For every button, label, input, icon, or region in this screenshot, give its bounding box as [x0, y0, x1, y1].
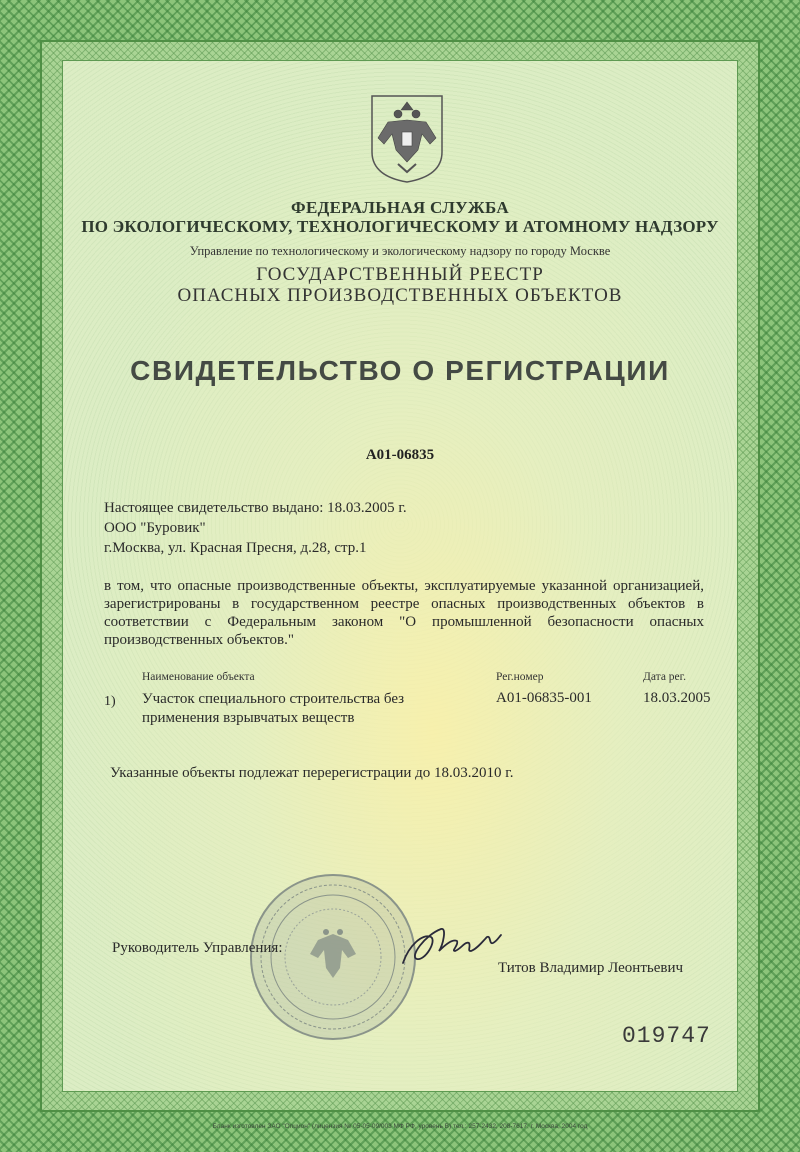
agency-name-line2: ПО ЭКОЛОГИЧЕСКОМУ, ТЕХНОЛОГИЧЕСКОМУ И АТОМНОМУ НАДЗОРУ: [81, 217, 719, 236]
table-header-reg-number: Рег.номер: [496, 671, 544, 683]
registry-line2: ОПАСНЫХ ПРОИЗВОДСТВЕННЫХ ОБЪЕКТОВ: [177, 285, 623, 306]
certificate-title: СВИДЕТЕЛЬСТВО О РЕГИСТРАЦИИ: [130, 355, 670, 386]
coat-of-arms-icon: [368, 92, 446, 184]
certificate-body-text: в том, что опасные производственные объекты, эксплуатируемые указанной организацией, зарегистрированы в государственном реестре опасных производственных объектов в соответствии с Федеральным законом "О промышленной безопасности опасных производственных объектов.": [104, 578, 704, 648]
issued-date-line: Настоящее свидетельство выдано: 18.03.2005 г.: [104, 500, 407, 516]
table-row-object-name: Участок специального строительства без применения взрывчатых веществ: [142, 691, 405, 726]
organization-name: ООО "Буровик": [104, 520, 206, 536]
table-row-number: 1): [104, 694, 116, 709]
head-name: Титов Владимир Леонтьевич: [498, 960, 684, 976]
serial-number: 019747: [622, 1023, 711, 1049]
certificate-number: А01-06835: [365, 447, 435, 463]
head-label: Руководитель Управления:: [112, 940, 283, 956]
official-seal-icon: [248, 872, 418, 1042]
printer-footer: Бланк изготовлен ЗАО "Опцион" (лицензия № 05-05-09/003 МФ РФ, уровень В) тел.: 257-2432, 208-7617, г. Москва, 2004 год: [212, 1123, 588, 1130]
table-header-name: Наименование объекта: [142, 671, 255, 683]
table-header-reg-date: Дата рег.: [643, 671, 686, 683]
registry-line1: ГОСУДАРСТВЕННЫЙ РЕЕСТР: [256, 264, 544, 285]
signature-icon: [395, 915, 505, 975]
table-row-reg-number: А01-06835-001: [496, 690, 592, 706]
department-name: Управление по технологическому и экологическому надзору по городу Москве: [189, 244, 611, 258]
reregistration-note: Указанные объекты подлежат перерегистрации до 18.03.2010 г.: [110, 765, 514, 781]
agency-name-line1: ФЕДЕРАЛЬНАЯ СЛУЖБА: [291, 198, 509, 217]
table-row-reg-date: 18.03.2005: [643, 690, 711, 706]
organization-address: г.Москва, ул. Красная Пресня, д.28, стр.1: [104, 540, 367, 556]
